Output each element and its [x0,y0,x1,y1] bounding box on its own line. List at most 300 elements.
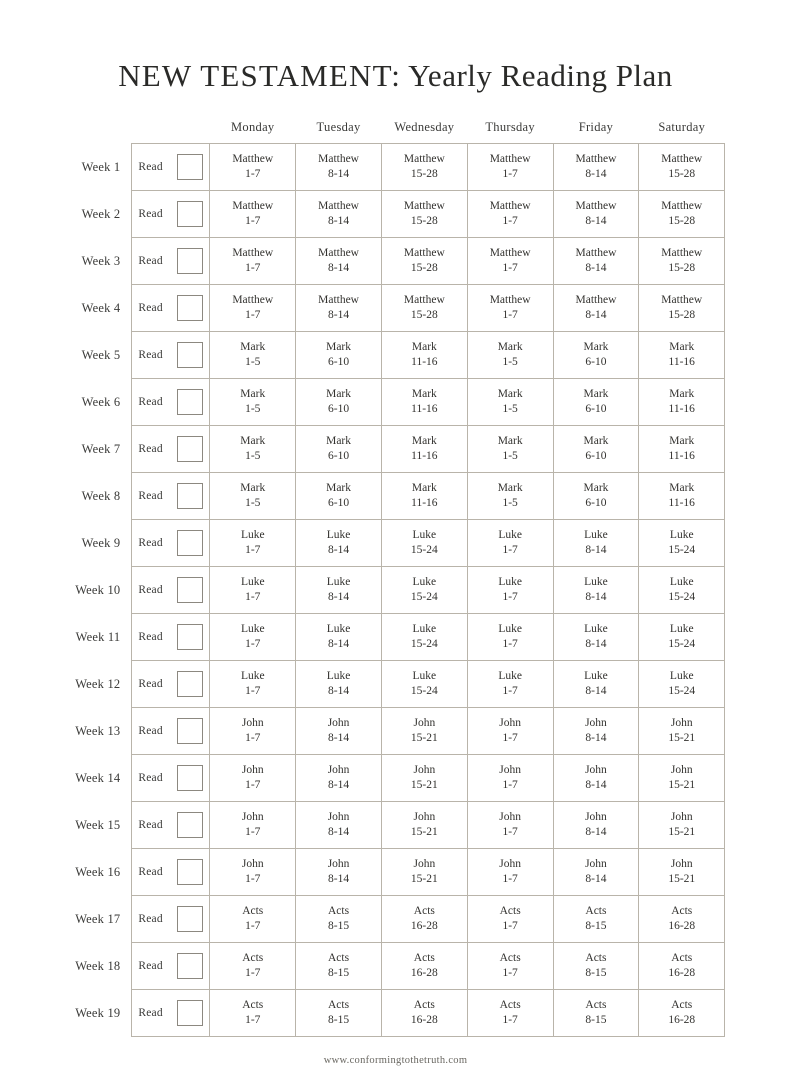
reading-cell [467,379,553,426]
reading-chapters: 16-28 [668,967,696,979]
reading-book: Acts [413,904,435,917]
reading-book: Matthew [318,199,359,212]
reading-chapters: 1-5 [245,497,261,509]
reading-book: Mark [326,387,352,400]
reading-chapters: 6-10 [328,497,350,509]
read-checkbox[interactable] [177,248,203,274]
reading-cell [381,473,467,520]
reading-book: Acts [328,998,350,1011]
read-cell [132,849,210,896]
reading-chapters: 1-7 [245,638,261,650]
read-cell [132,661,210,708]
reading-cell [639,285,725,332]
reading-book: Mark [497,387,523,400]
reading-chapters: 1-7 [245,591,261,603]
read-checkbox[interactable] [177,765,203,791]
table-row [66,802,725,849]
read-cell [132,285,210,332]
column-header-thursday: Thursday [485,120,535,134]
read-checkbox[interactable] [177,530,203,556]
reading-chapters: 15-21 [410,873,438,885]
reading-cell [210,802,296,849]
reading-chapters: 15-24 [410,544,438,556]
reading-book: Matthew [318,152,359,165]
reading-chapters: 15-24 [410,685,438,697]
reading-cell [381,849,467,896]
reading-chapters: 16-28 [410,920,438,932]
reading-cell [639,849,725,896]
reading-cell [210,238,296,285]
reading-cell [639,614,725,661]
reading-chapters: 1-7 [502,591,518,603]
read-label: Read [138,302,163,314]
read-cell-inner [138,342,203,368]
read-checkbox[interactable] [177,342,203,368]
reading-cell [467,990,553,1037]
reading-cell [553,520,639,567]
reading-book: Matthew [403,246,445,259]
header-week-blank [66,120,132,144]
week-label: Week 10 [75,582,121,597]
reading-cell [381,802,467,849]
reading-book: Luke [240,622,265,635]
reading-cell [467,896,553,943]
week-label: Week 18 [75,958,121,973]
week-label: Week 13 [75,723,121,738]
read-checkbox[interactable] [177,483,203,509]
reading-book: John [413,716,436,729]
reading-chapters: 16-28 [668,920,696,932]
table-row [66,191,725,238]
reading-chapters: 11-16 [668,497,695,509]
reading-chapters: 1-7 [502,826,518,838]
reading-chapters: 1-7 [245,168,261,180]
reading-chapters: 8-14 [328,544,350,556]
reading-chapters: 15-24 [668,544,696,556]
reading-cell [296,943,382,990]
reading-chapters: 8-15 [328,920,350,932]
read-checkbox[interactable] [177,295,203,321]
reading-book: Mark [669,434,695,447]
reading-cell [210,567,296,614]
read-checkbox[interactable] [177,201,203,227]
reading-book: John [327,716,350,729]
reading-cell [296,144,382,191]
reading-book: Luke [240,669,265,682]
reading-cell [553,238,639,285]
reading-plan-table [66,120,725,1037]
reading-chapters: 8-14 [585,309,607,321]
reading-book: Luke [669,622,694,635]
reading-cell [639,520,725,567]
read-checkbox[interactable] [177,1000,203,1026]
read-cell-inner [138,765,203,791]
reading-chapters: 8-15 [585,1014,607,1026]
reading-book: Matthew [575,293,617,306]
reading-chapters: 8-14 [328,873,350,885]
reading-cell [553,567,639,614]
reading-cell [553,990,639,1037]
reading-chapters: 1-7 [502,638,518,650]
read-cell [132,802,210,849]
week-label: Week 9 [81,535,121,550]
reading-book: Acts [671,904,693,917]
reading-chapters: 8-15 [328,1014,350,1026]
reading-chapters: 8-14 [328,309,350,321]
reading-chapters: 8-14 [585,638,607,650]
reading-cell [553,473,639,520]
week-label: Week 14 [75,770,121,785]
read-checkbox[interactable] [177,436,203,462]
reading-chapters: 16-28 [410,1014,438,1026]
reading-cell [296,473,382,520]
reading-book: Mark [669,481,695,494]
week-label: Week 1 [81,159,121,174]
read-label: Read [138,161,163,173]
reading-chapters: 1-7 [502,544,518,556]
reading-chapters: 6-10 [328,356,350,368]
reading-chapters: 8-14 [328,638,350,650]
week-label: Week 6 [81,394,121,409]
reading-book: Mark [240,340,266,353]
reading-book: Acts [328,951,350,964]
reading-cell [381,896,467,943]
read-cell [132,144,210,191]
page-title-caps: NEW TESTAMENT: [118,58,402,93]
reading-cell [210,285,296,332]
reading-cell [296,567,382,614]
reading-book: Mark [240,434,266,447]
reading-cell [639,708,725,755]
reading-book: Mark [497,481,523,494]
reading-chapters: 16-28 [668,1014,696,1026]
read-checkbox[interactable] [177,859,203,885]
reading-chapters: 1-7 [502,1014,518,1026]
read-cell-inner [138,906,203,932]
reading-book: Matthew [575,246,617,259]
reading-cell [467,332,553,379]
read-cell [132,708,210,755]
read-checkbox[interactable] [177,671,203,697]
reading-chapters: 8-14 [585,779,607,791]
read-checkbox[interactable] [177,906,203,932]
reading-book: Mark [583,387,609,400]
reading-cell [639,896,725,943]
reading-chapters: 16-28 [410,967,438,979]
reading-book: Matthew [489,152,531,165]
reading-book: Acts [499,904,521,917]
reading-chapters: 15-21 [410,732,438,744]
reading-book: Luke [412,669,437,682]
reading-chapters: 11-16 [411,450,438,462]
reading-cell [296,285,382,332]
reading-chapters: 15-28 [410,262,438,274]
reading-cell [210,614,296,661]
reading-book: Luke [412,528,437,541]
reading-chapters: 1-7 [245,1014,261,1026]
reading-chapters: 8-14 [328,732,350,744]
reading-book: John [585,716,607,729]
reading-cell [296,849,382,896]
column-header-friday: Friday [578,120,614,134]
week-label: Week 16 [75,864,121,879]
reading-chapters: 6-10 [328,450,350,462]
reading-book: Luke [669,669,694,682]
read-label: Read [138,490,163,502]
week-label: Week 4 [81,300,121,315]
reading-chapters: 1-7 [502,967,518,979]
reading-book: Mark [497,340,523,353]
reading-book: Mark [497,434,523,447]
table-row [66,567,725,614]
reading-cell [553,849,639,896]
table-row [66,238,725,285]
read-cell-inner [138,201,203,227]
reading-cell [467,473,553,520]
read-cell [132,426,210,473]
reading-chapters: 15-28 [668,215,696,227]
week-label: Week 15 [75,817,121,832]
reading-book: John [670,857,693,870]
reading-book: Mark [326,434,352,447]
reading-chapters: 8-15 [585,967,607,979]
read-cell-inner [138,624,203,650]
reading-cell [553,144,639,191]
read-cell [132,943,210,990]
reading-cell [296,661,382,708]
reading-book: Matthew [575,152,617,165]
read-cell [132,332,210,379]
footer-website: www.conformingtothetruth.com [323,1055,468,1066]
week-label: Week 3 [81,253,121,268]
reading-chapters: 11-16 [411,403,438,415]
reading-chapters: 1-7 [245,732,261,744]
reading-cell [553,896,639,943]
reading-chapters: 15-28 [410,168,438,180]
reading-book: Acts [242,998,264,1011]
read-cell [132,614,210,661]
reading-book: Matthew [232,246,274,259]
reading-chapters: 8-14 [585,685,607,697]
reading-book: Luke [669,575,694,588]
reading-cell [639,473,725,520]
reading-chapters: 1-7 [245,967,261,979]
reading-cell [553,943,639,990]
reading-chapters: 6-10 [585,497,607,509]
reading-cell [553,191,639,238]
reading-chapters: 6-10 [585,450,607,462]
reading-book: Matthew [661,293,703,306]
reading-cell [467,144,553,191]
reading-book: Acts [242,904,264,917]
read-cell [132,755,210,802]
reading-cell [639,943,725,990]
reading-book: Luke [584,575,608,588]
read-cell [132,520,210,567]
reading-chapters: 1-7 [245,779,261,791]
reading-book: Luke [326,622,351,635]
reading-book: Matthew [489,246,531,259]
reading-cell [210,473,296,520]
reading-book: Luke [240,528,265,541]
reading-cell [639,990,725,1037]
reading-book: Luke [584,528,608,541]
read-checkbox[interactable] [177,154,203,180]
reading-chapters: 15-24 [668,591,696,603]
read-cell-inner [138,718,203,744]
reading-cell [296,520,382,567]
reading-chapters: 15-28 [410,309,438,321]
reading-book: John [413,763,436,776]
reading-chapters: 1-7 [245,920,261,932]
reading-chapters: 8-14 [328,262,350,274]
reading-cell [467,567,553,614]
reading-book: John [327,810,350,823]
reading-book: John [585,857,607,870]
read-cell-inner [138,248,203,274]
reading-cell [467,755,553,802]
table-row [66,614,725,661]
reading-book: Luke [584,669,608,682]
table-row [66,708,725,755]
reading-book: John [499,857,522,870]
reading-chapters: 15-24 [668,638,696,650]
reading-cell [210,520,296,567]
reading-chapters: 8-15 [585,920,607,932]
reading-chapters: 15-28 [668,262,696,274]
reading-chapters: 8-15 [328,967,350,979]
reading-chapters: 8-14 [328,168,350,180]
read-checkbox[interactable] [177,812,203,838]
reading-book: Mark [240,387,266,400]
reading-chapters: 15-21 [668,732,696,744]
reading-cell [296,708,382,755]
table-row [66,755,725,802]
read-label: Read [138,725,163,737]
reading-cell [296,426,382,473]
reading-book: Matthew [661,246,703,259]
reading-chapters: 1-5 [502,497,518,509]
reading-chapters: 1-7 [245,826,261,838]
reading-chapters: 1-7 [245,873,261,885]
week-label: Week 11 [75,629,121,644]
reading-book: Matthew [575,199,617,212]
reading-chapters: 1-5 [245,356,261,368]
reading-cell [381,285,467,332]
reading-cell [296,238,382,285]
read-checkbox[interactable] [177,389,203,415]
read-cell-inner [138,859,203,885]
reading-cell [210,426,296,473]
reading-book: Acts [499,951,521,964]
reading-cell [381,990,467,1037]
reading-chapters: 8-14 [328,826,350,838]
reading-cell [296,191,382,238]
reading-book: Acts [671,998,693,1011]
reading-chapters: 15-21 [668,779,696,791]
table-body [66,144,725,1037]
reading-book: Matthew [403,293,445,306]
reading-cell [296,379,382,426]
reading-chapters: 8-14 [328,685,350,697]
reading-cell [553,614,639,661]
week-label: Week 8 [81,488,121,503]
read-checkbox[interactable] [177,718,203,744]
reading-book: Luke [498,622,522,635]
table-row [66,473,725,520]
read-checkbox[interactable] [177,624,203,650]
read-label: Read [138,678,163,690]
reading-cell [639,332,725,379]
reading-chapters: 15-28 [668,168,696,180]
reading-cell [467,238,553,285]
reading-cell [639,379,725,426]
table-row [66,896,725,943]
read-label: Read [138,584,163,596]
page-title-rest: Yearly Reading Plan [401,58,673,93]
reading-book: Matthew [661,152,703,165]
reading-chapters: 1-7 [502,920,518,932]
column-header-monday: Monday [231,120,275,134]
reading-cell [639,144,725,191]
reading-cell [381,708,467,755]
reading-book: Luke [412,575,437,588]
reading-chapters: 1-5 [502,450,518,462]
reading-book: Matthew [403,152,445,165]
reading-book: Matthew [318,293,359,306]
reading-book: Luke [326,669,351,682]
reading-chapters: 11-16 [668,450,695,462]
reading-book: Mark [583,481,609,494]
reading-book: Mark [411,434,437,447]
reading-chapters: 1-7 [502,168,518,180]
reading-cell [553,708,639,755]
read-label: Read [138,913,163,925]
read-checkbox[interactable] [177,577,203,603]
read-label: Read [138,255,163,267]
reading-book: John [241,857,264,870]
reading-cell [210,379,296,426]
reading-cell [381,426,467,473]
reading-book: Acts [413,998,435,1011]
reading-cell [467,191,553,238]
reading-cell [639,802,725,849]
read-cell-inner [138,483,203,509]
reading-book: John [241,716,264,729]
reading-cell [381,144,467,191]
reading-chapters: 8-14 [328,215,350,227]
reading-book: Acts [585,951,607,964]
read-cell [132,379,210,426]
reading-book: Matthew [661,199,703,212]
reading-cell [210,144,296,191]
table-row [66,990,725,1037]
reading-cell [467,520,553,567]
reading-chapters: 1-7 [502,262,518,274]
table-row [66,285,725,332]
read-cell-inner [138,295,203,321]
reading-chapters: 1-7 [245,685,261,697]
reading-book: Acts [585,904,607,917]
reading-chapters: 1-5 [245,450,261,462]
reading-book: John [327,857,350,870]
week-label: Week 12 [75,676,121,691]
read-cell-inner [138,577,203,603]
read-checkbox[interactable] [177,953,203,979]
reading-cell [639,426,725,473]
reading-book: Mark [411,387,437,400]
read-label: Read [138,631,163,643]
